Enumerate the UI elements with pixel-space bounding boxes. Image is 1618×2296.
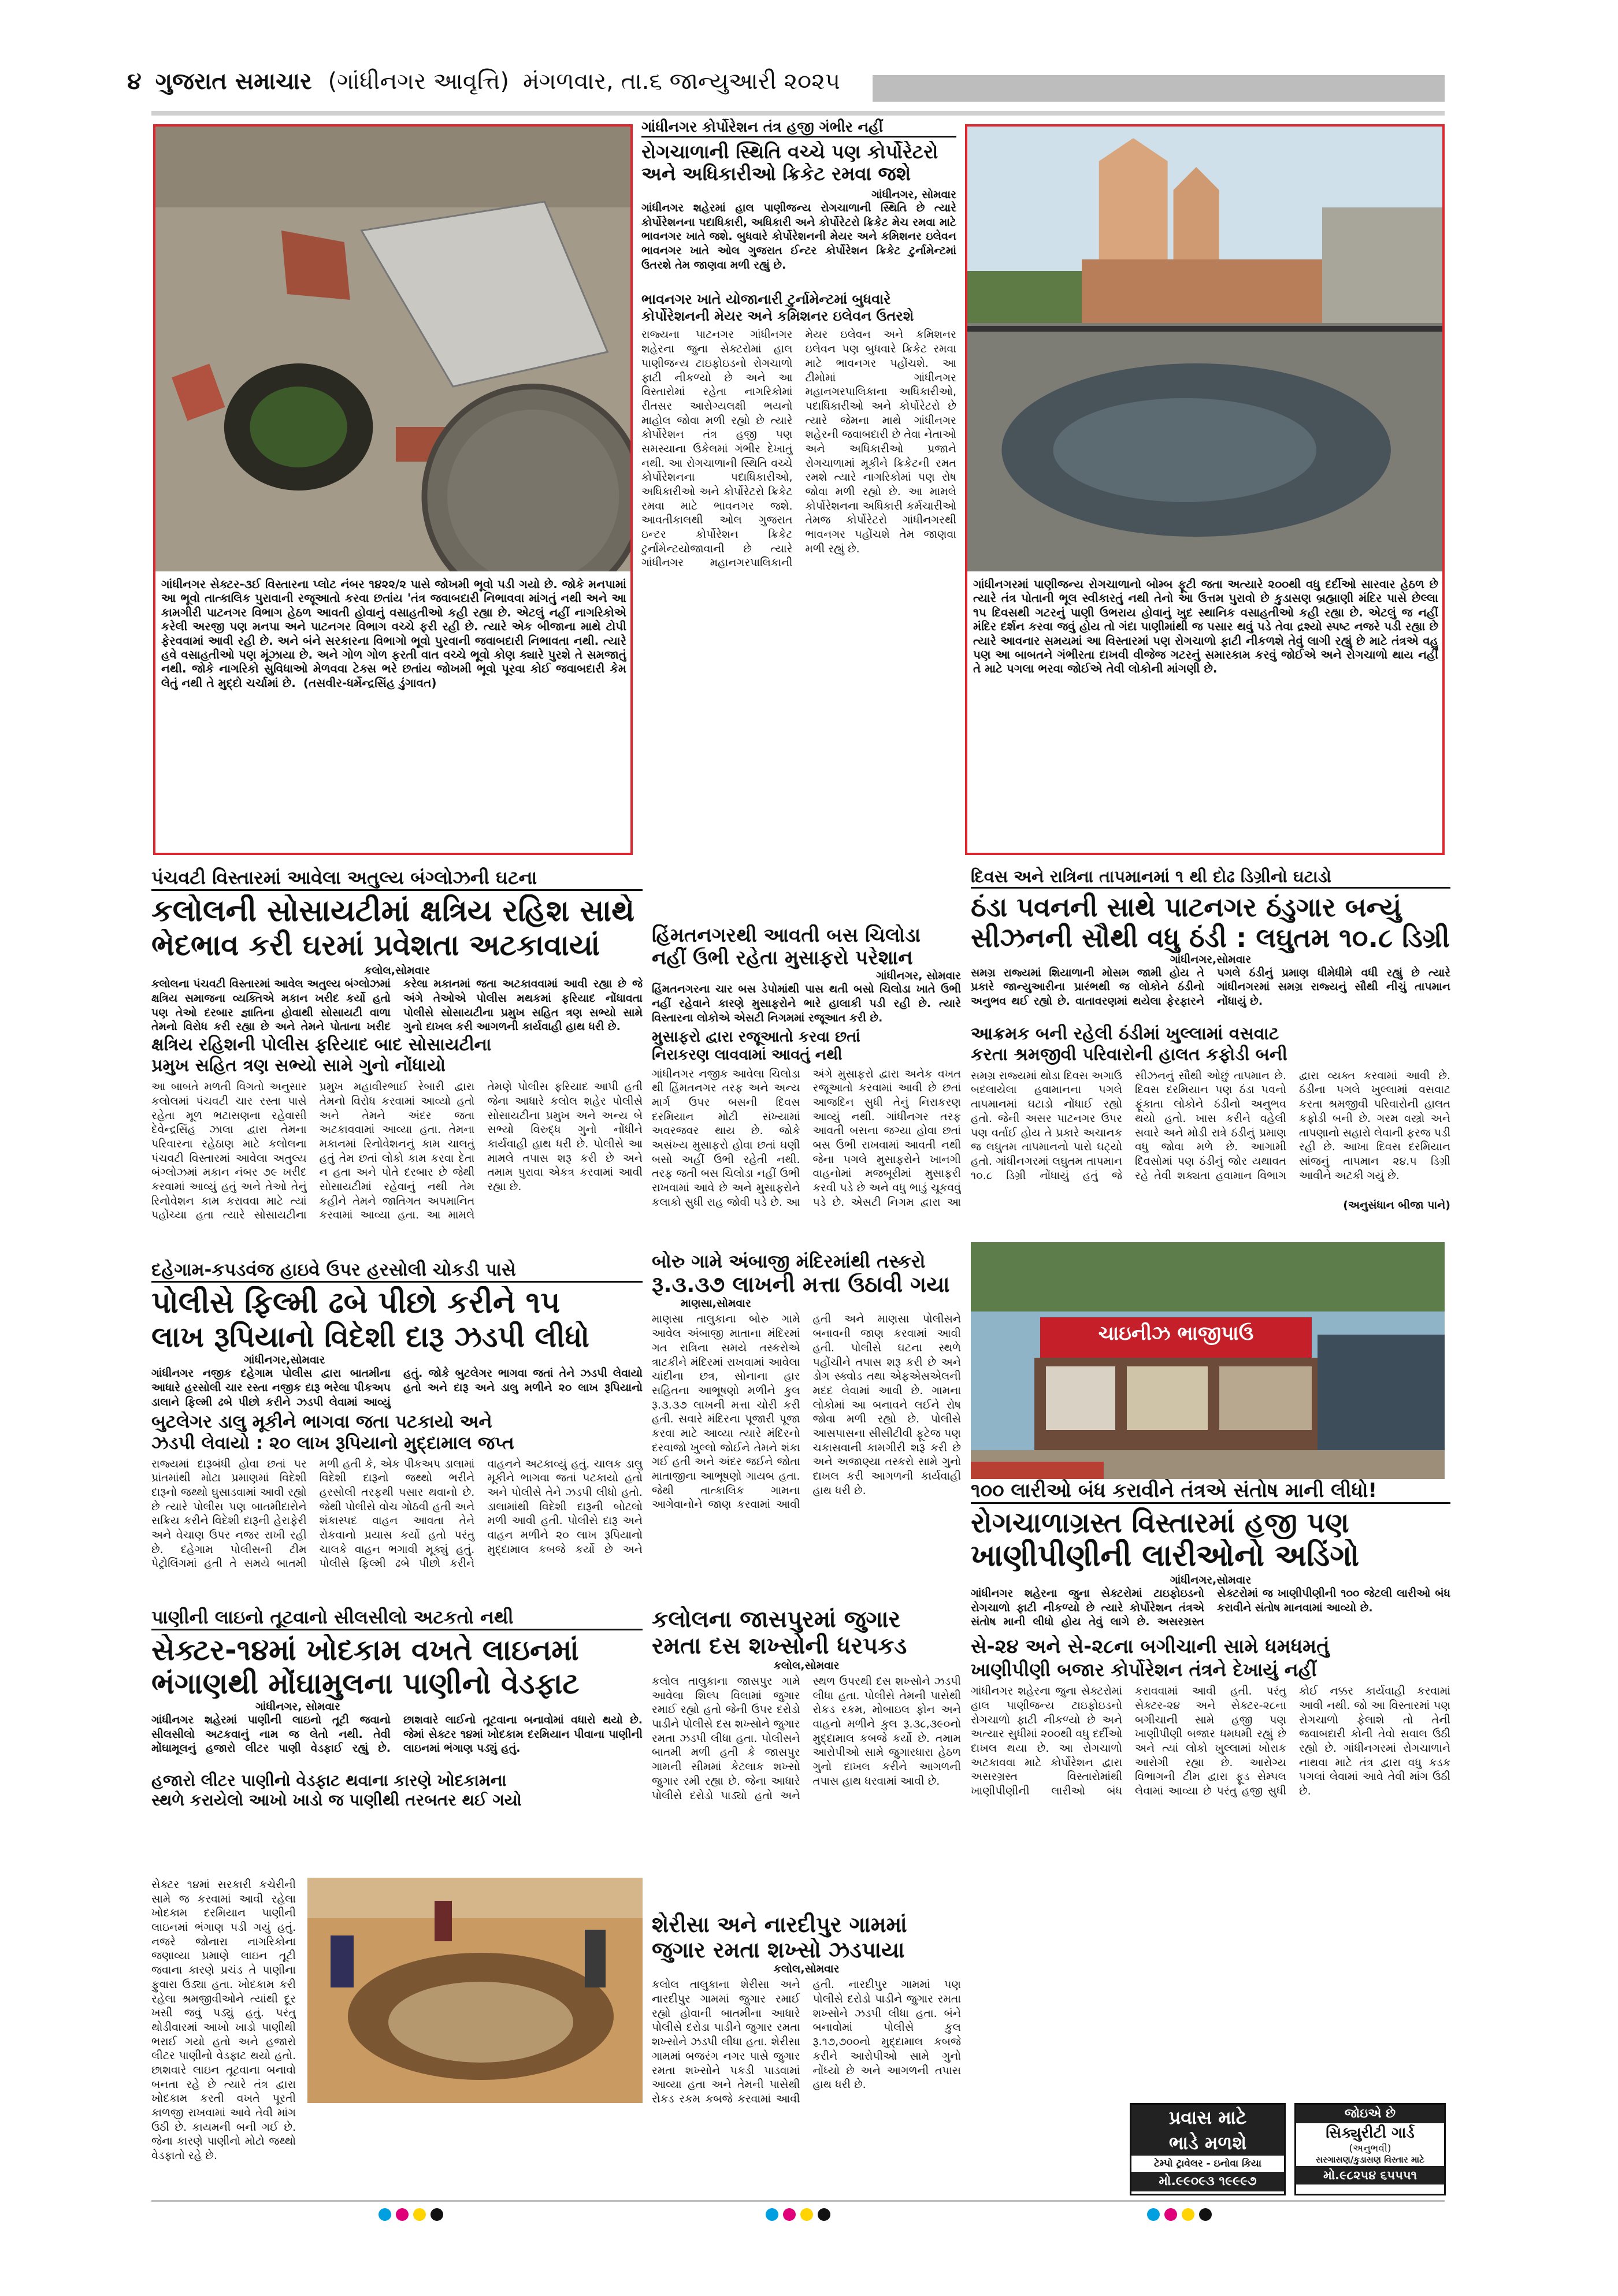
reg-dot-magenta-3 xyxy=(1164,2208,1177,2221)
bus-sub-1: મુસાફરો દ્વારા રજૂઆતો કરવા છતાં xyxy=(652,1028,860,1046)
reg-dot-magenta-2 xyxy=(783,2208,796,2221)
reg-dot-yellow xyxy=(413,2208,426,2221)
pipeline-intro: ગાંધીનગર શહેરમાં પાણીની લાઇનો તૂટી જવાનો સીલસીલો અટકવાનું નામ જ લેતો નથી. તેવી મોંઘામૂલનું હજારો લીટર પાણી વેડફાઈ રહ્યું છે. છાશવારે લાઈનો તૂટવાના બનાવોમાં વધારો થયો છે. જેમાં સેક્ટર ૧૪માં ખોદકામ દરમિયાન પીવાના પાણીની લાઇનમાં ભંગાણ પડ્યું હતું. xyxy=(151,1714,643,1755)
stall-photo xyxy=(971,1242,1445,1479)
corporators-intro: ગાંધીનગર શહેરમાં હાલ પાણીજન્ય રોગચાળાની સ્થિતિ છે ત્યારે કોર્પોરેશનના પદાધિકારી, અધિકારી અને કોર્પોરેટરો ક્રિકેટ મેચ રમવા માટે ભાવનગર ખાતે જશે. બુધવારે કોર્પોરેશનની મેયર અને કમિશનર ઇલેવન ભાવનગર ખાતે ઓલ ગુજરાત ઈન્ટર કોર્પોરેશન ક્રિકેટ ટુર્નામેન્ટમાં ઉતરશે તેમ જાણવા મળી રહ્યું છે. xyxy=(641,201,956,272)
gambling-sherisa-dateline: કલોલ,સોમવાર xyxy=(773,1963,840,1976)
story-bus xyxy=(652,924,961,1236)
corporators-headline-2: અને અધિકારીઓ ક્રિકેટ રમવા જશે xyxy=(641,162,911,185)
pothole-caption xyxy=(161,577,626,849)
liquor-headline-2: લાખ રૂપિયાનો વિદેશી દારૂ ઝડપી લીધો xyxy=(151,1320,590,1354)
guard-ad-kicker: જોઇએ છે xyxy=(1296,2105,1444,2123)
reg-dot-magenta xyxy=(396,2208,409,2221)
guard-ad-detail: સરગાસણ/કુડાસણ વિસ્તાર માટે xyxy=(1316,2154,1424,2165)
stalls-headline-1: રોગચાળાગ્રસ્ત વિસ્તારમાં હજી પણ xyxy=(971,1507,1349,1539)
story-stalls xyxy=(971,1479,1450,2195)
gambling-kalol-headline-2: રમતા દસ શખ્સોની ધરપકડ xyxy=(652,1633,907,1659)
cold-kicker: દિવસ અને રાત્રિના તાપમાનમાં ૧ થી દોઢ ડિગ્રીનો ઘટાડો xyxy=(971,867,1450,889)
bottom-rule xyxy=(151,2200,1445,2202)
corporators-dateline: ગાંધીનગર, સોમવાર xyxy=(871,188,956,201)
kalol-society-body: આ બાબતે મળતી વિગતો અનુસાર કલોલમાં પંચવટી ચાર રસ્તા પાસે રહેતા મૂળ ભટાસણના રહેવાસી દેવેન્દ્રસિંહ ઝાલા દ્વારા તેમના પરિવારના રહેઠાણ માટે કલોલના પંચવટી વિસ્તારમાં આવેલા અતુલ્ય બંગ્લોઝમાં મકાન નંબર ૭૯ ખરીદ કરવામાં આવ્યું હતું અને તેઓ તેનું રિનોવેશન કામ કરાવવા માટે ત્યાં પહોંચ્યા હતા ત્યારે સોસાયટીના પ્રમુખ મહાવીરભાઈ રેબારી દ્વારા તેમનો વિરોધ કરવામાં આવ્યો હતો અને તેમને અંદર જતા અટકાવવામાં આવ્યા હતા. તેમના મકાનમાં રિનોવેશનનું કામ ચાલતું હતું તેમ છતાં લોકો કામ કરવા દેતા ન હતા અને પોતે દરબાર છે જેથી સોસાયટીમાં રહેવાનું નથી તેમ કહીને તેમને જાતિગત અપમાનિત કરવામાં આવ્યા હતા. આ મામલે તેમણે પોલીસ ફરિયાદ આપી હતી જેના આધારે કલોલ શહેર પોલીસે સોસાયટીના પ્રમુખ અને અન્ય બે સભ્યો વિરુદ્ધ ગુનો નોંધીને કાર્યવાહી હાથ ધરી છે. પોલીસે આ મામલે તપાસ શરૂ કરી છે અને તમામ પુરાવા એકત્ર કરવામાં આવી રહ્યા છે. xyxy=(151,1080,643,1222)
story-pipeline xyxy=(151,1606,643,2195)
cold-headline-1: ઠંડા પવનની સાથે પાટનગર ઠંડુગાર બન્યું xyxy=(971,892,1402,923)
reg-dot-black-2 xyxy=(818,2208,830,2221)
corporators-sub-1: ભાવનગર ખાતે યોજાનારી ટુર્નામેન્ટમાં બુધવારે xyxy=(641,291,891,307)
reg-dot-black-3 xyxy=(1199,2208,1212,2221)
temple-photo-frame xyxy=(965,124,1445,855)
cold-dateline: ગાંધીનગર,સોમવાર xyxy=(1170,953,1252,966)
theft-dateline: માણસા,સોમવાર xyxy=(681,1297,751,1310)
pothole-photo-frame xyxy=(153,124,633,855)
stalls-sub-2: ખાણીપીણી બજાર કોર્પોરેશન તંત્રને દેખાયું નહીં xyxy=(971,1658,1317,1681)
theft-body: માણસા તાલુકાના બોરુ ગામે આવેલ અંબાજી માતાના મંદિરમાં ગત રાત્રિના સમયે તસ્કરોએ ત્રાટકીને મંદિરમાં રાખવામાં આવેલા ચાંદીના છત્ર, સોનાના હાર સહિતના આભૂષણો મળીને કુલ રૂ.૩.૩૭ લાખની મત્તા ચોરી કરી હતી. સવારે મંદિરના પૂજારી પૂજા કરવા માટે આવ્યા ત્યારે મંદિરનો દરવાજો ખુલ્લો જોઈને તેમને શંકા ગઈ હતી અને અંદર જઈને જોતા માતાજીના આભૂષણો ગાયબ હતા. જેથી તાત્કાલિક ગામના આગેવાનોને જાણ કરવામાં આવી હતી અને માણસા પોલીસને બનાવની જાણ કરવામાં આવી હતી. પોલીસે ઘટના સ્થળે પહોંચીને તપાસ શરૂ કરી છે અને ડોગ સ્ક્વોડ તથા એફએસએલની મદદ લેવામાં આવી છે. ગામના લોકોમાં આ બનાવને લઈને રોષ જોવા મળી રહ્યો છે. પોલીસે આસપાસના સીસીટીવી ફૂટેજ પણ ચકાસવાની કામગીરી શરૂ કરી છે અને અજાણ્યા તસ્કરો સામે ગુનો દાખલ કરી આગળની કાર્યવાહી હાથ ધરી છે. xyxy=(652,1313,961,1511)
story-corporators xyxy=(641,118,956,858)
pothole-photo xyxy=(155,127,630,571)
kalol-society-intro: કલોલના પંચવટી વિસ્તારમાં આવેલ અતુલ્ય બંગ્લોઝમાં ક્ષત્રિય સમાજના વ્યક્તિએ મકાન ખરીદ કર્યો હતો પણ તેઓ દરબાર જ્ઞાતિના હોવાથી સોસાયટી વાળા તેમનો વિરોધ કરી રહ્યા છે અને તેમને પોતાના ખરીદ કરેલા મકાનમાં જતા અટકાવવામાં આવી રહ્યા છે જે અંગે તેઓએ પોલીસ મથકમાં ફરિયાદ નોંધાવતા પોલીસે સોસાયટીના પ્રમુખ સહિત ત્રણ સભ્યો સામે ગુનો દાખલ કરી આગળની કાર્યવાહી હાથ ધરી છે. xyxy=(151,978,643,1034)
corporators-body: રાજ્યના પાટનગર ગાંધીનગર શહેરના જુના સેક્ટરોમાં હાલ પાણીજન્ય ટાઇફોઇડનો રોગચાળો ફાટી નીકળ્યો છે અને આ વિસ્તારોમાં રહેતા નાગરિકોમાં રીતસર આરોગ્યલક્ષી ભયનો માહોલ જોવા મળી રહ્યો છે ત્યારે કોર્પોરેશન તંત્ર હજી પણ સમસ્યાના ઉકેલમાં ગંભીર દેખાતું નથી. આ રોગચાળાની સ્થિતિ વચ્ચે કોર્પોરેશનના પદાધિકારીઓ, અધિકારીઓ અને કોર્પોરેટરો ક્રિકેટ રમવા માટે ભાવનગર જશે. આવતીકાલથી ઓલ ગુજરાત ઇન્ટર કોર્પોરેશન ક્રિકેટ ટુર્નામેન્ટયોજાવાની છે ત્યારે ગાંધીનગર મહાનગરપાલિકાની મેયર ઇલેવન અને કમિશનર ઇલેવન પણ બુધવારે ક્રિકેટ રમવા માટે ભાવનગર પહોંચશે. આ ટીમોમાં ગાંધીનગર મહાનગરપાલિકાના અધિકારીઓ, પદાધિકારીઓ અને કોર્પોરેટરો છે ત્યારે જેમના માથે ગાંધીનગર શહેરની જવાબદારી છે તેવા નેતાઓ અને અધિકારીઓ પ્રજાને રોગચાળામાં મૂકીને ક્રિકેટની રમત રમશે ત્યારે નાગરિકોમાં પણ રોષ જોવા મળી રહ્યો છે. આ મામલે કોર્પોરેશનના અધિકારી કર્મચારીઓ તેમજ કોર્પોરેટરો ગાંધીનગરથી ભાવનગર પહોંચશે તેમ જાણવા મળી રહ્યું છે. xyxy=(641,328,956,570)
story-gambling-sherisa xyxy=(652,1912,961,2190)
liquor-headline-1: પોલીસે ફિલ્મી ઢબે પીછો કરીને ૧૫ xyxy=(151,1286,561,1320)
gambling-kalol-headline-1: કલોલના જાસપુરમાં જુગાર xyxy=(652,1606,901,1633)
stall-photo-frame xyxy=(971,1242,1445,1479)
guard-ad-note: (અનુભવી) xyxy=(1349,2143,1391,2154)
top-rule xyxy=(151,111,1445,116)
gambling-sherisa-body: કલોલ તાલુકાના શેરીસા અને નારદીપુર ગામમાં જુગાર રમાઈ રહ્યો હોવાની બાતમીના આધારે પોલીસે દરોડા પાડીને જુગાર રમતા શખ્સોને ઝડપી લીધા હતા. શેરીસા ગામમાં બજરંગ નગર પાસે જુગાર રમતા શખ્સોને પકડી પાડવામાં આવ્યા હતા અને તેમની પાસેથી રોકડ રકમ કબજે કરવામાં આવી હતી. નારદીપુર ગામમાં પણ પોલીસે દરોડો પાડીને જુગાર રમતા શખ્સોને ઝડપી લીધા હતા. બંને બનાવોમાં પોલીસે કુલ રૂ.૧૭,૭૦૦નો મુદ્દામાલ કબજે કરીને આરોપીઓ સામે ગુનો નોંધ્યો છે અને આગળની તપાસ હાથ ધરી છે. xyxy=(652,1978,961,2105)
guard-ad-title: સિક્યુરીટી ગાર્ડ xyxy=(1326,2124,1415,2142)
cold-body: સમગ્ર રાજ્યમાં થોડા દિવસ અગાઉ બદલાયેલા હવામાનના પગલે તાપમાનમાં ઘટાડો નોંધાઈ રહ્યો હતો. જેની અસર પાટનગર ઉપર પણ વર્તાઈ હોય તે પ્રકારે અચાનક જ લઘુતમ તાપમાનનો પારો ઘટ્યો હતો. ગાંધીનગરમાં લઘુતમ તાપમાન ૧૦.૮ ડિગ્રી નોંધાયું હતું જે સીઝનનું સૌથી ઓછું તાપમાન છે. દિવસ દરમિયાન પણ ઠંડા પવનો ફૂંકાતા લોકોને ઠંડીનો અનુભવ થયો હતો. ખાસ કરીને વહેલી સવારે અને મોડી રાત્રે ઠંડીનું પ્રમાણ વધુ જોવા મળે છે. આગામી દિવસોમાં પણ ઠંડીનું જોર યથાવત રહે તેવી શક્યતા હવામાન વિભાગ દ્વારા વ્યક્ત કરવામાં આવી છે. ઠંડીના પગલે ખુલ્લામાં વસવાટ કરતા શ્રમજીવી પરિવારોની હાલત કફોડી બની છે. ગરમ વસ્ત્રો અને તાપણાનો સહારો લેવાની ફરજ પડી રહી છે. આખા દિવસ દરમિયાન સાંજનું તાપમાન ૨૪.૫ ડિગ્રી આવીને અટકી ગયું છે. xyxy=(971,1069,1450,1182)
kalol-society-kicker: પંચવટી વિસ્તારમાં આવેલા અતુલ્ય બંગ્લોઝની ઘટના xyxy=(151,867,643,891)
bus-sub-2: નિરાકરણ લાવવામાં આવતું નથી xyxy=(652,1046,843,1064)
kalol-society-headline-1: કલોલની સોસાયટીમાં ક્ષત્રિય રહિશ સાથે xyxy=(151,894,635,928)
story-liquor xyxy=(151,1260,643,1595)
issue-date: મંગળવાર, તા.૬ જાન્યુઆરી ૨૦૨૫ xyxy=(522,68,840,95)
theft-headline-1: બોરુ ગામે અંબાજી મંદિરમાંથી તસ્કરો xyxy=(652,1251,926,1272)
bus-headline-2: નહીં ઉભી રહેતા મુસાફરો પરેશાન xyxy=(652,947,913,970)
cold-continued-note: (અનુસંધાન બીજા પાને) xyxy=(1343,1198,1450,1212)
pothole-caption-text: ગાંધીનગર સેક્ટર-૩ઈ વિસ્તારના પ્લોટ નંબર ૧૪૨૨/૨ પાસે જોખમી ભૂવો પડી ગયો છે. જોકે મનપામાં આ ભૂવો તાત્કાલિક પુરાવાની રજૂઆતો કરવા છતાંય 'તંત્ર જવાબદારી નિભાવવા માંગતું નથી અને આ કામગીરી પાટનગર વિભાગ હેઠળ આવતી હોવાનું વસાહતીઓ કહી રહ્યા છે. એટલું નહીં નાગરિકોએ કરેલી અરજી પણ મનપા અને પાટનગર વિભાગ વચ્ચે ફરી રહી છે. ત્યારે એક બીજાના માથે ટોપી ફેરવવામાં આવી રહી છે. અને બંને સરકારના વિભાગો ભૂવો પુરવાની જવાબદારી નિભાવતા નથી. ત્યારે હવે વસાહતીઓ પણ મૂંઝાયા છે. અને ગોળ ગોળ ફરતી વાત વચ્ચે ભૂવો કોણ ક્યારે પુરશે તે સમજાતું નથી. જોકે નાગરિકો સુવિધાઓ મેળવવા ટેક્સ ભરે છતાંય જોખમી ભૂવો પૂરવા કોઈ જવાબદારી કેમ લેતું નથી તે મુદ્દો ચર્ચામાં છે. xyxy=(161,577,626,690)
gambling-sherisa-headline-1: શેરીસા અને નારદીપુર ગામમાં xyxy=(652,1912,907,1937)
reg-dot-black xyxy=(431,2208,443,2221)
travel-ad-title-2: ભાડે મળશે xyxy=(1131,2130,1284,2156)
pipeline-photo xyxy=(307,1878,643,2103)
bus-body: ગાંધીનગર નજીક આવેલા ચિલોડા થી હિંમતનગર તરફ અને અન્ય માર્ગ ઉપર બસની દિવસ દરમિયાન મોટી સંખ્યામાં અવરજવર થાય છે. જોકે અસંખ્ય મુસાફરો હોવા છતાં ઘણી બસો અહીં ઉભી રહેતી નથી. તરફ જતી બસ ચિલોડા નહીં ઉભી રાખવામાં આવે છે અને મુસાફરોને કલાકો સુધી રાહ જોવી પડે છે. આ અંગે મુસાફરો દ્વારા અનેક વખત રજૂઆતો કરવામાં આવી છે છતાં આજદિન સુધી તેનું નિરાકરણ આવ્યું નથી. ગાંધીનગર તરફ આવતી બસના જગ્યા હોવા છતાં બસ ઉભી રાખવામાં આવતી નથી જેના પગલે મુસાફરોને ખાનગી વાહનોમાં મજબૂરીમાં મુસાફરી કરવી પડે છે અને વધુ ભાડું ચૂકવવું પડે છે. એસટી નિગમ દ્વારા આ xyxy=(652,1067,961,1209)
guard-ad-phone: મો.૯૮૨૫૪ ૬૫૫૫૧ xyxy=(1296,2166,1444,2184)
pipeline-body: સેક્ટર ૧૪માં સરકારી કચેરીની સામે જ કરવામાં આવી રહેલા ખોદકામ દરમિયાન પાણીની લાઇનમાં ભંગાણ પડી ગયું હતું. નજરે જોનારા નાગરિકોના જણાવ્યા પ્રમાણે લાઇન તૂટી જવાના કારણે પ્રચંડ તે પાણીના ફુવારા ઉડ્યા હતા. ખોદકામ કરી રહેલા શ્રમજીવીઓને ત્યાંથી દૂર ખસી જવું પડ્યું હતું. પરંતુ થોડીવારમાં આખો ખાડો પાણીથી ભરાઈ ગયો હતો અને હજારો લીટર પાણીનો વેડફાટ થયો હતો. છાશવારે લાઇન તૂટવાના બનાવો બનતા રહે છે ત્યારે તંત્ર દ્વારા ખોદકામ કરતી વખતે પૂરતી કાળજી રાખવામાં આવે તેવી માંગ ઉઠી છે. કાયમની બની ગઈ છે. જેના કારણે પાણીનો મોટો જથ્થો વેડફાતો રહે છે. xyxy=(151,1878,296,2163)
kalol-society-headline-2: ભેદભાવ કરી ઘરમાં પ્રવેશતા અટકાવાયાં xyxy=(151,928,600,962)
stall-sign: ચાઇનીઝ ભાજીપાઉં xyxy=(1098,1322,1254,1345)
travel-ad xyxy=(1130,2103,1286,2195)
reg-dot-cyan-2 xyxy=(766,2208,778,2221)
cold-intro: સમગ્ર રાજ્યમાં શિયાળાની મોસમ જામી હોય તે પ્રકારે જાન્યુઆરીના પ્રારંભથી જ લોકોને ઠંડીનો અનુભવ થઈ રહ્યો છે. વાતાવરણમાં થયેલા ફેરફારને પગલે ઠંડીનું પ્રમાણ ધીમેધીમે વધી રહ્યું છે ત્યારે ગાંધીનગરમાં સમગ્ર રાજ્યનું સૌથી નીચું તાપમાન નોંધાયું છે. xyxy=(971,966,1450,1008)
pipeline-headline-2: ભંગાણથી મોંઘામુલના પાણીનો વેડફાટ xyxy=(151,1667,580,1700)
kalol-society-dateline: કલોલ,સોમવાર xyxy=(364,964,430,978)
page-number: ૪ xyxy=(127,68,142,95)
temple-photo xyxy=(967,127,1442,571)
bus-intro: હિંમતનગરના ચાર બસ ડેપોમાંથી પાસ થતી બસો ચિલોડા ખાતે ઉભી નહીં રહેવાને કારણે મુસાફરોને ભારે હાલાકી પડી રહી છે. ત્યારે વિસ્તારના લોકોએ એસટી નિગમમાં રજૂઆત કરી છે. xyxy=(652,983,961,1024)
travel-ad-phone: મો.૯૯૦૯૩ ૧૯૯૯૭ xyxy=(1131,2172,1284,2191)
story-kalol-society xyxy=(151,867,643,1236)
temple-caption xyxy=(973,577,1438,849)
corporators-kicker: ગાંધીનગર કોર્પોરેશન તંત્ર હજી ગંભીર નહીં xyxy=(641,118,956,138)
liquor-dateline: ગાંધીનગર,સોમવાર xyxy=(244,1354,325,1367)
stalls-sub-1: સે-૨૪ અને સે-૨૮ના બગીચાની સામે ધમધમતું xyxy=(971,1634,1330,1658)
stalls-kicker: ૧૦૦ લારીઓ બંધ કરાવીને તંત્રએ સંતોષ માની લીધો! xyxy=(971,1479,1450,1504)
reg-dot-yellow-2 xyxy=(800,2208,813,2221)
gambling-kalol-body: કલોલ તાલુકાના જાસપુર ગામે આવેલા શિલ્પ વિલામાં જુગાર રમાઈ રહ્યો હતો જેની ઉપર દરોડો પાડીને પોલીસે દસ શખ્સોને જુગાર રમતા ઝડપી લીધા હતા. પોલીસને બાતમી મળી હતી કે જાસપુર ગામની સીમમાં કેટલાક શખ્સો જુગાર રમી રહ્યા છે. જેના આધારે પોલીસે દરોડો પાડ્યો હતો અને સ્થળ ઉપરથી દસ શખ્સોને ઝડપી લીધા હતા. પોલીસે તેમની પાસેથી રોકડ રકમ, મોબાઇલ ફોન અને વાહનો મળીને કુલ રૂ.૩૮,૩૯૦નો મુદ્દામાલ કબજે કર્યો છે. તમામ આરોપીઓ સામે જુગારધારા હેઠળ ગુનો દાખલ કરીને આગળની તપાસ હાથ ધરવામાં આવી છે. xyxy=(652,1675,961,1802)
reg-dot-cyan-3 xyxy=(1147,2208,1160,2221)
pipeline-dateline: ગાંધીનગર, સોમવાર xyxy=(255,1700,340,1713)
kalol-society-sub-1: ક્ષત્રિય રહિશની પોલીસ ફરિયાદ બાદ સોસાયટીના xyxy=(151,1035,492,1056)
story-theft xyxy=(652,1251,961,1586)
pipeline-headline-1: સેક્ટર-૧૪માં ખોદકામ વખતે લાઇનમાં xyxy=(151,1634,579,1667)
pipeline-sub-1: હજારો લીટર પાણીનો વેડફાટ થવાના કારણે ખોદકામના xyxy=(151,1771,507,1790)
guard-ad xyxy=(1294,2103,1446,2195)
story-cold xyxy=(971,867,1450,1236)
bus-dateline: ગાંધીનગર, સોમવાર xyxy=(876,969,961,983)
paper-name: ગુજરાત સમાચાર xyxy=(155,68,312,95)
liquor-intro: ગાંધીનગર નજીક દહેગામ પોલીસ દ્વારા બાતમીના આધારે હરસોલી ચાર રસ્તા નજીક દારૂ ભરેલા પીકઅપ ડાલાને ફિલ્મી ઢબે પીછો કરીને ઝડપી લેવામાં આવ્યું હતું. જોકે બુટલેગર ભાગવા જતાં તેને ઝડપી લેવાયો હતો અને દારૂ અને ડાલુ મળીને ૨૦ લાખ રૂપિયાનો xyxy=(151,1367,643,1409)
pothole-photo-credit: (તસવીર-ધર્મેન્દ્રસિંહ ડુંગાવત) xyxy=(303,675,437,690)
gambling-sherisa-headline-2: જુગાર રમતા શખ્સો ઝડપાયા xyxy=(652,1937,905,1963)
pipeline-kicker: પાણીની લાઇનો તૂટવાનો સીલસીલો અટકતો નથી xyxy=(151,1606,643,1630)
kalol-society-sub-2: પ્રમુખ સહિત ત્રણ સભ્યો સામે ગુનો નોંધાયો xyxy=(151,1056,446,1076)
masthead-rule xyxy=(873,75,1445,102)
reg-dot-yellow-3 xyxy=(1182,2208,1194,2221)
bus-headline-1: હિંમતનગરથી આવતી બસ ચિલોડા xyxy=(652,924,921,947)
theft-headline-2: રૂ.૩.૩૭ લાખની મત્તા ઉઠાવી ગયા xyxy=(652,1272,950,1297)
travel-ad-detail: ટેમ્પો ટ્રાવેલર - ઇનોવા કિયા xyxy=(1153,2158,1262,2169)
reg-dot-cyan xyxy=(378,2208,391,2221)
liquor-sub-2: ઝડપી લેવાયો : ૨૦ લાખ રૂપિયાનો મુદ્દામાલ જપ્ત xyxy=(151,1433,514,1454)
stalls-intro: ગાંધીનગર શહેરના જુના સેક્ટરોમાં ટાઇફોઇડનો રોગચાળો ફાટી નીકળ્યો છે ત્યારે કોર્પોરેશન તંત્રએ સંતોષ માની લીધો હોય તેવું લાગે છે. અસરગ્રસ્ત સેક્ટરોમાં જ ખાણીપીણીની ૧૦૦ જેટલી લારીઓ બંધ કરાવીને સંતોષ માનવામાં આવ્યો છે. xyxy=(971,1587,1450,1629)
stalls-headline-2: ખાણીપીણીની લારીઓનો અડિંગો xyxy=(971,1539,1360,1574)
travel-ad-title-1: પ્રવાસ માટે xyxy=(1131,2105,1284,2130)
edition: (ગાંધીનગર આવૃત્તિ) xyxy=(328,68,510,95)
cold-sub-2: કરતા શ્રમજીવી પરિવારોની હાલત કફોડી બની xyxy=(971,1044,1287,1065)
cold-sub-1: આક્રમક બની રહેલી ઠંડીમાં ખુલ્લામાં વસવાટ xyxy=(971,1023,1279,1044)
pipeline-sub-2: સ્થળે કરાયેલો આખો ખાડો જ પાણીથી તરબતર થઈ ગયો xyxy=(151,1790,522,1810)
stalls-dateline: ગાંધીનગર,સોમવાર xyxy=(1170,1573,1252,1587)
stalls-body: ગાંધીનગર શહેરના જુના સેક્ટરોમાં હાલ પાણીજન્ય ટાઇફોઇડનો રોગચાળો ફાટી નીકળ્યો છે અને અત્યાર સુધીમાં ૨૦૦થી વધુ દર્દીઓ દાખલ થયા છે. આ રોગચાળો અટકાવવા માટે કોર્પોરેશન દ્વારા અસરગ્રસ્ત વિસ્તારોમાંથી ખાણીપીણીની લારીઓ બંધ કરાવવામાં આવી હતી. પરંતુ સેક્ટર-૨૪ અને સેક્ટર-૨૮ના બગીચાની સામે હજી પણ ખાણીપીણી બજાર ધમધમી રહ્યું છે અને ત્યાં લોકો ખુલ્લામાં ખોરાક આરોગી રહ્યા છે. આરોગ્ય વિભાગની ટીમ દ્વારા ફૂડ સેમ્પલ લેવામાં આવ્યા છે પરંતુ હજી સુધી કોઈ નક્કર કાર્યવાહી કરવામાં આવી નથી. જો આ વિસ્તારમાં પણ રોગચાળો ફેલાશે તો તેની જવાબદારી કોની તેવો સવાલ ઉઠી રહ્યો છે. ગાંધીનગરમાં રોગચાળાને નાથવા માટે તંત્ર દ્વારા વધુ કડક પગલાં લેવામાં આવે તેવી માંગ ઉઠી છે. xyxy=(971,1685,1450,1797)
liquor-kicker: દહેગામ-કપડવંજ હાઇવે ઉપર હરસોલી ચોકડી પાસે xyxy=(151,1260,643,1283)
story-gambling-kalol xyxy=(652,1606,961,1907)
cold-headline-2: સીઝનની સૌથી વધુ ઠંડી : લઘુતમ ૧૦.૮ ડિગ્રી xyxy=(971,922,1450,953)
liquor-sub-1: બુટલેગર ડાલુ મૂકીને ભાગવા જતા પટકાયો અને xyxy=(151,1411,492,1433)
temple-caption-text: ગાંધીનગરમાં પાણીજન્ય રોગચાળાનો બોમ્બ ફૂટી જતા અત્યારે ૨૦૦થી વધુ દર્દીઓ સારવાર હેઠળ છે ત્યારે તંત્ર પોતાની ભૂલ સ્વીકારતું નથી તેનો આ ઉત્તમ પુરાવો છે કુડાસણ બ્રહ્માણી મંદિર પાસે છેલ્લા ૧૫ દિવસથી ગટરનું પાણી ઉભરાય હોવાનું ખુદ સ્થાનિક વસાહતીઓ કહી રહ્યા છે. એટલું જ નહીં મંદિર દર્શન કરવા જવું હોય તો ગંદા પાણીમાંથી જ પસાર થવું પડે તેવા દ્રશ્યો સ્પષ્ટ નજરે પડી રહ્યા છે ત્યારે આવનાર સમયમાં આ વિસ્તારમાં પણ રોગચાળો ફાટી નીકળશે તેવું લાગી રહ્યું છે માટે તંત્રએ વહુ પણ આ બાબતને ગંભીરતા દાખવી વીજેજ ગટરનું સમારકામ કરવું જોઈએ અને રોગચાળો થાય નહીં તે માટે પગલા ભરવા જોઈએ તેવી લોકોની માંગણી છે. xyxy=(973,577,1438,676)
gambling-kalol-dateline: કલોલ,સોમવાર xyxy=(773,1659,840,1672)
liquor-body: રાજ્યમાં દારૂબંધી હોવા છતાં પર પ્રાંતમાંથી મોટા પ્રમાણમાં વિદેશી દારૂનો જથ્થો ઘુસાડવામાં આવી રહ્યો છે ત્યારે પોલીસ પણ બાતમીદારોને સક્રિય કરીને વિદેશી દારૂની હેરાફેરી અને વેચાણ ઉપર નજર રાખી રહી છે. દહેગામ પોલીસની ટીમ પેટ્રોલિંગમાં હતી તે સમયે બાતમી મળી હતી કે, એક પીકઅપ ડાલામાં વિદેશી દારૂનો જથ્થો ભરીને હરસોલી તરફથી પસાર થવાનો છે. જેથી પોલીસે વોચ ગોઠવી હતી અને શંકાસ્પદ વાહન આવતા તેને રોકવાનો પ્રયાસ કર્યો હતો પરંતુ ચાલકે વાહન ભગાવી મૂક્યું હતું. પોલીસે ફિલ્મી ઢબે પીછો કરીને વાહનને અટકાવ્યું હતું. ચાલક ડાલુ મૂકીને ભાગવા જતાં પટકાયો હતો અને પોલીસે તેને ઝડપી લીધો હતો. ડાલામાંથી વિદેશી દારૂની બોટલો મળી આવી હતી. પોલીસે દારૂ અને વાહન મળીને ૨૦ લાખ રૂપિયાનો મુદ્દામાલ કબજે કર્યો છે અને xyxy=(151,1457,643,1570)
corporators-sub-2: કોર્પોરેશનની મેયર અને કમિશનર ઇલેવન ઉતરશે xyxy=(641,307,914,324)
corporators-headline-1: રોગચાળાની સ્થિતિ વચ્ચે પણ કોર્પોરેટરો xyxy=(641,141,938,163)
